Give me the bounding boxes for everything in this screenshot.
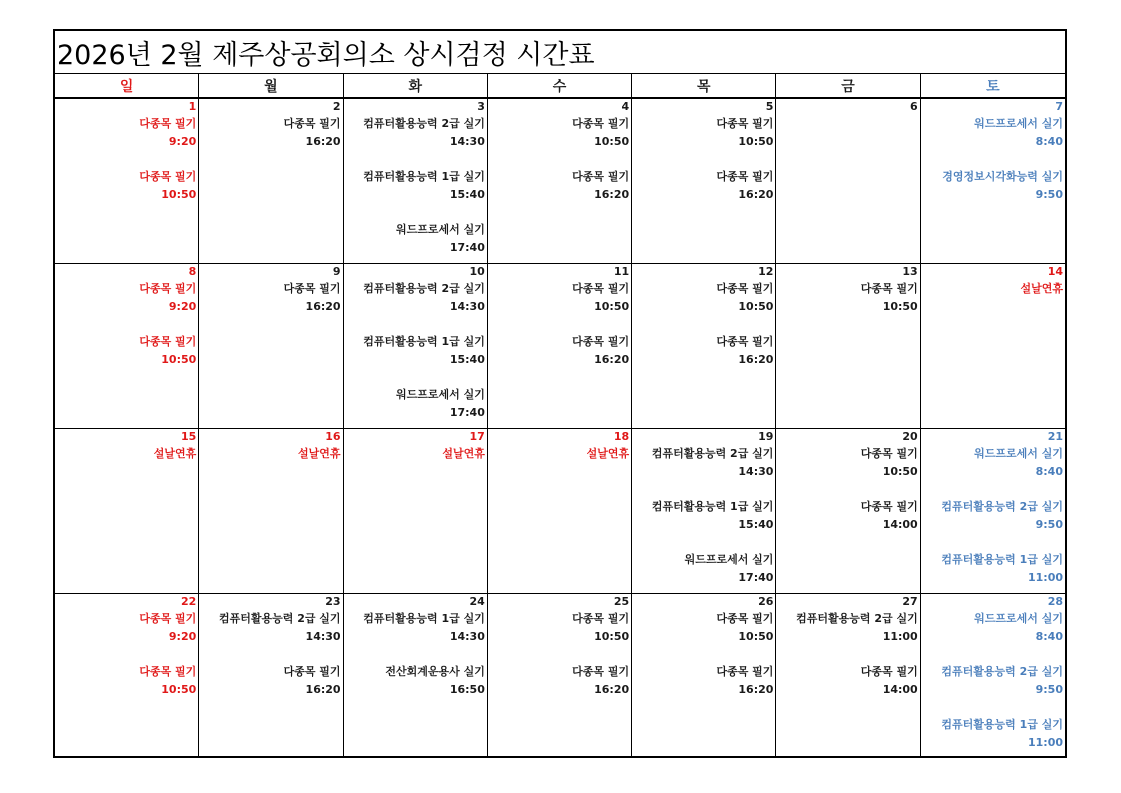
exam-name: 다종목 필기	[572, 170, 630, 183]
entry-spacer	[344, 204, 485, 221]
day-number: 17	[469, 430, 485, 443]
exam-time: 16:20	[594, 683, 630, 696]
exam-time: 16:20	[738, 683, 774, 696]
holiday-label: 설날연휴	[153, 447, 197, 460]
exam-name: 워드프로세서 실기	[974, 117, 1063, 130]
day-cell	[488, 99, 632, 263]
day-number: 28	[1047, 595, 1063, 608]
entry-spacer	[55, 151, 196, 168]
day-number: 18	[613, 430, 630, 443]
exam-time: 17:40	[449, 406, 485, 419]
entry-spacer	[344, 369, 485, 386]
exam-time: 16:20	[305, 300, 341, 313]
exam-name: 컴퓨터활용능력 2급 실기	[218, 612, 341, 625]
entry-spacer	[632, 481, 773, 498]
day-cell	[55, 99, 199, 263]
exam-time: 14:30	[305, 630, 341, 643]
exam-time: 17:40	[449, 241, 485, 254]
exam-name: 컴퓨터활용능력 1급 실기	[651, 500, 774, 513]
exam-name: 다종목 필기	[860, 447, 918, 460]
entry-spacer	[488, 316, 629, 333]
entry-spacer	[488, 151, 629, 168]
exam-time: 15:40	[449, 188, 485, 201]
exam-time: 14:00	[882, 683, 918, 696]
week-row	[55, 594, 1065, 756]
exam-time: 9:50	[1035, 683, 1063, 696]
exam-time: 16:20	[305, 135, 341, 148]
day-cell	[55, 264, 199, 428]
day-number: 21	[1047, 430, 1063, 443]
exam-name: 다종목 필기	[572, 282, 630, 295]
exam-time: 10:50	[738, 135, 774, 148]
day-number: 6	[910, 100, 918, 113]
week-row	[55, 429, 1065, 594]
exam-time: 8:40	[1035, 465, 1063, 478]
exam-name: 워드프로세서 실기	[684, 553, 774, 566]
day-cell	[632, 594, 776, 756]
exam-time: 17:40	[738, 571, 774, 584]
day-number: 19	[758, 430, 774, 443]
exam-name: 다종목 필기	[860, 665, 918, 678]
exam-name: 컴퓨터활용능력 2급 실기	[941, 665, 1063, 678]
exam-time: 14:30	[738, 465, 774, 478]
day-cell	[632, 429, 776, 593]
exam-time: 10:50	[161, 188, 197, 201]
exam-name: 다종목 필기	[860, 282, 918, 295]
day-number: 20	[902, 430, 918, 443]
day-number: 7	[1055, 100, 1063, 113]
exam-time: 10:50	[882, 300, 918, 313]
exam-name: 다종목 필기	[572, 335, 630, 348]
exam-time: 10:50	[594, 300, 630, 313]
entry-spacer	[632, 646, 773, 663]
exam-name: 컴퓨터활용능력 2급 실기	[941, 500, 1063, 513]
entry-spacer	[632, 151, 773, 168]
schedule-sheet	[53, 29, 1067, 758]
day-number: 24	[469, 595, 485, 608]
exam-name: 컴퓨터활용능력 1급 실기	[941, 553, 1063, 566]
exam-name: 다종목 필기	[572, 612, 630, 625]
exam-name: 다종목 필기	[716, 282, 774, 295]
day-cell	[55, 429, 199, 593]
entry-spacer	[488, 646, 629, 663]
holiday-label: 설날연휴	[442, 447, 485, 460]
entry-spacer	[632, 534, 773, 551]
day-number: 9	[332, 265, 341, 278]
day-number: 23	[325, 595, 341, 608]
calendar-body	[55, 99, 1065, 756]
holiday-label: 설날연휴	[586, 447, 630, 460]
exam-name: 워드프로세서 실기	[974, 612, 1063, 625]
entry-spacer	[921, 151, 1063, 168]
day-number: 11	[613, 265, 630, 278]
exam-time: 16:20	[594, 353, 630, 366]
exam-name: 경영정보시각화능력 실기	[942, 170, 1063, 183]
exam-time: 14:30	[449, 300, 485, 313]
exam-name: 다종목 필기	[716, 170, 774, 183]
day-cell	[488, 264, 632, 428]
page-title: 2026년 2월 제주상공회의소 상시검정 시간표	[55, 31, 1065, 74]
day-number: 22	[180, 595, 197, 608]
exam-time: 11:00	[1027, 736, 1063, 749]
entry-spacer	[921, 481, 1063, 498]
exam-time: 16:20	[305, 683, 341, 696]
entry-spacer	[344, 646, 485, 663]
exam-name: 컴퓨터활용능력 2급 실기	[363, 282, 485, 295]
exam-time: 10:50	[882, 465, 918, 478]
entry-spacer	[776, 481, 917, 498]
exam-time: 8:40	[1035, 135, 1063, 148]
day-cell	[344, 429, 488, 593]
day-cell	[488, 594, 632, 756]
entry-spacer	[199, 646, 340, 663]
exam-time: 10:50	[161, 353, 197, 366]
entry-spacer	[55, 646, 196, 663]
entry-spacer	[921, 699, 1063, 716]
exam-time: 10:50	[594, 630, 630, 643]
exam-name: 워드프로세서 실기	[974, 447, 1063, 460]
exam-time: 16:50	[449, 683, 485, 696]
exam-time: 9:20	[168, 630, 197, 643]
exam-name: 다종목 필기	[860, 500, 918, 513]
exam-name: 다종목 필기	[572, 117, 630, 130]
entry-spacer	[776, 646, 917, 663]
exam-name: 컴퓨터활용능력 1급 실기	[941, 718, 1063, 731]
day-cell	[776, 429, 920, 593]
exam-time: 16:20	[738, 353, 774, 366]
day-cell	[199, 429, 343, 593]
exam-name: 다종목 필기	[716, 335, 774, 348]
exam-name: 다종목 필기	[139, 612, 197, 625]
exam-name: 컴퓨터활용능력 2급 실기	[363, 117, 485, 130]
week-row	[55, 99, 1065, 264]
day-number: 10	[469, 265, 485, 278]
weekday-header: 금	[776, 74, 920, 97]
day-number: 14	[1047, 265, 1063, 278]
weekday-header: 화	[344, 74, 488, 97]
exam-name: 다종목 필기	[139, 665, 197, 678]
exam-name: 다종목 필기	[139, 282, 197, 295]
exam-name: 워드프로세서 실기	[396, 223, 485, 236]
exam-time: 15:40	[449, 353, 485, 366]
exam-name: 다종목 필기	[139, 335, 197, 348]
exam-name: 다종목 필기	[716, 612, 774, 625]
exam-time: 14:30	[449, 135, 485, 148]
exam-time: 8:40	[1035, 630, 1063, 643]
weekday-header-row	[55, 74, 1065, 99]
exam-name: 전산회계운용사 실기	[385, 665, 485, 678]
entry-spacer	[921, 534, 1063, 551]
exam-time: 10:50	[738, 630, 774, 643]
exam-time: 10:50	[594, 135, 630, 148]
exam-name: 다종목 필기	[283, 665, 341, 678]
day-cell	[344, 594, 488, 756]
day-cell	[632, 264, 776, 428]
holiday-label: 설날연휴	[1020, 282, 1063, 295]
weekday-header: 월	[199, 74, 343, 97]
exam-time: 11:00	[882, 630, 918, 643]
exam-time: 16:20	[594, 188, 630, 201]
day-number: 26	[758, 595, 774, 608]
day-cell	[921, 594, 1065, 756]
holiday-label: 설날연휴	[298, 447, 341, 460]
exam-name: 다종목 필기	[716, 117, 774, 130]
weekday-header: 수	[488, 74, 632, 97]
exam-name: 컴퓨터활용능력 1급 실기	[363, 612, 485, 625]
day-number: 2	[332, 100, 341, 113]
exam-name: 컴퓨터활용능력 2급 실기	[796, 612, 918, 625]
entry-spacer	[632, 316, 773, 333]
exam-name: 다종목 필기	[139, 170, 197, 183]
exam-name: 다종목 필기	[283, 282, 341, 295]
entry-spacer	[921, 646, 1063, 663]
exam-name: 다종목 필기	[139, 117, 197, 130]
day-cell	[921, 99, 1065, 263]
exam-time: 15:40	[738, 518, 774, 531]
day-cell	[632, 99, 776, 263]
entry-spacer	[55, 316, 196, 333]
day-cell	[344, 99, 488, 263]
day-number: 1	[188, 100, 197, 113]
day-number: 4	[621, 100, 630, 113]
day-cell	[921, 264, 1065, 428]
exam-time: 11:00	[1027, 571, 1063, 584]
day-cell	[344, 264, 488, 428]
entry-spacer	[344, 151, 485, 168]
exam-time: 14:00	[882, 518, 918, 531]
day-cell	[921, 429, 1065, 593]
exam-time: 14:30	[449, 630, 485, 643]
entry-spacer	[344, 316, 485, 333]
exam-time: 10:50	[161, 683, 197, 696]
day-number: 3	[477, 100, 485, 113]
day-number: 27	[902, 595, 918, 608]
exam-name: 컴퓨터활용능력 2급 실기	[651, 447, 774, 460]
exam-time: 16:20	[738, 188, 774, 201]
day-cell	[488, 429, 632, 593]
day-cell	[199, 99, 343, 263]
day-number: 12	[758, 265, 774, 278]
exam-time: 9:50	[1035, 188, 1063, 201]
day-cell	[199, 594, 343, 756]
exam-name: 컴퓨터활용능력 1급 실기	[363, 335, 485, 348]
exam-time: 9:20	[168, 300, 197, 313]
weekday-header: 일	[55, 74, 199, 97]
weekday-header: 토	[986, 78, 1000, 95]
exam-name: 워드프로세서 실기	[396, 388, 485, 401]
day-number: 15	[180, 430, 197, 443]
day-number: 8	[188, 265, 197, 278]
day-cell	[55, 594, 199, 756]
day-number: 13	[902, 265, 918, 278]
day-cell	[776, 594, 920, 756]
exam-time: 10:50	[738, 300, 774, 313]
day-number: 5	[765, 100, 774, 113]
exam-time: 9:20	[168, 135, 197, 148]
weekday-header: 목	[632, 74, 776, 97]
exam-time: 9:50	[1035, 518, 1063, 531]
exam-name: 컴퓨터활용능력 1급 실기	[363, 170, 485, 183]
exam-name: 다종목 필기	[716, 665, 774, 678]
week-row	[55, 264, 1065, 429]
day-cell	[776, 264, 920, 428]
exam-name: 다종목 필기	[283, 117, 341, 130]
day-number: 16	[325, 430, 341, 443]
day-cell	[199, 264, 343, 428]
day-cell	[776, 99, 920, 263]
exam-name: 다종목 필기	[572, 665, 630, 678]
day-number: 25	[613, 595, 630, 608]
